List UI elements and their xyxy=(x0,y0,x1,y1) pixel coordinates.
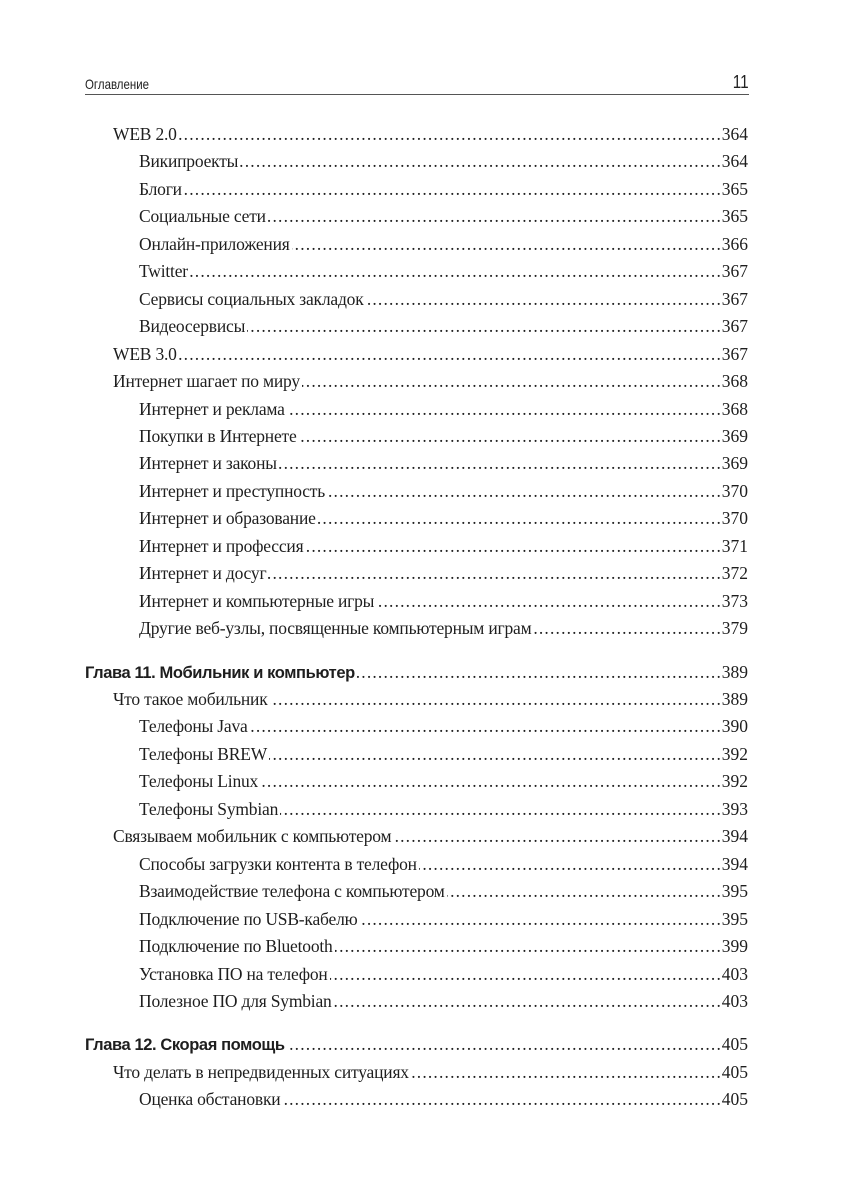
toc-entry xyxy=(139,881,748,907)
toc-chapter-entry xyxy=(85,662,748,688)
toc-entry xyxy=(139,771,748,797)
toc-entry xyxy=(139,909,748,935)
dot-leader xyxy=(327,481,720,502)
toc-entry xyxy=(139,536,748,562)
page-header xyxy=(85,70,749,95)
toc-entry-title: Интернет и профессия xyxy=(139,535,304,556)
dot-leader xyxy=(240,151,720,172)
dot-leader xyxy=(269,744,720,765)
toc-entry-title: Википроекты xyxy=(139,151,239,172)
dot-leader xyxy=(287,1034,720,1055)
toc-entry xyxy=(139,481,748,507)
dot-leader xyxy=(279,453,720,474)
toc-entry-page: 364 xyxy=(721,124,748,144)
dot-leader xyxy=(366,289,720,310)
toc-entry-page: 405 xyxy=(721,1034,748,1055)
toc-entry-title: WEB 2.0 xyxy=(113,124,177,144)
page-number: 11 xyxy=(733,72,749,92)
toc-entry xyxy=(139,234,748,260)
toc-entry xyxy=(139,179,748,205)
toc-entry xyxy=(139,618,748,644)
dot-leader xyxy=(184,179,720,200)
toc-entry-title: Интернет и образование xyxy=(139,508,316,529)
toc-entry-title: Twitter xyxy=(139,261,188,282)
dot-leader xyxy=(305,536,719,557)
toc-entry-page: 379 xyxy=(721,618,748,639)
toc-entry-title: Оценка обстановки xyxy=(139,1089,281,1110)
toc-entry xyxy=(113,371,748,397)
dot-leader xyxy=(359,909,719,930)
dot-leader xyxy=(268,206,720,227)
dot-leader xyxy=(357,662,720,683)
toc-entry-title: Установка ПО на телефон xyxy=(139,963,328,984)
toc-entry xyxy=(139,151,748,177)
dot-leader xyxy=(179,124,720,145)
dot-leader xyxy=(302,371,720,392)
toc-entry-title: Способы загрузки контента в телефон xyxy=(139,853,417,874)
dot-leader xyxy=(250,716,720,737)
dot-leader xyxy=(376,591,720,612)
toc-entry xyxy=(113,344,748,370)
toc-entry xyxy=(139,261,748,287)
toc-entry xyxy=(139,289,748,315)
toc-entry-page: 364 xyxy=(721,151,748,172)
toc-entry-title: Интернет и компьютерные игры xyxy=(139,590,375,611)
toc-entry-page: 367 xyxy=(721,261,748,282)
toc-entry-title: Интернет и досуг xyxy=(139,563,267,584)
toc-entry xyxy=(139,936,748,962)
dot-leader xyxy=(335,936,720,957)
toc-entry-page: 389 xyxy=(721,689,748,709)
toc-entry-page: 369 xyxy=(721,453,748,474)
dot-leader xyxy=(292,234,720,255)
toc-entry-title: Интернет и реклама xyxy=(139,398,285,419)
toc-entry-title: Подключение по USB-кабелю xyxy=(139,908,358,929)
toc-entry-page: 389 xyxy=(721,661,748,682)
dot-leader xyxy=(411,1062,720,1083)
toc-entry-title: Сервисы социальных закладок xyxy=(139,288,364,309)
toc-entry-title: Телефоны BREW xyxy=(139,743,268,764)
toc-entry-page: 394 xyxy=(721,826,748,847)
toc-entry xyxy=(139,508,748,534)
toc-entry xyxy=(113,826,748,852)
dot-leader xyxy=(190,261,720,282)
dot-leader xyxy=(534,618,720,639)
toc-entry-page: 369 xyxy=(721,425,748,446)
toc-entry-title: Покупки в Интернете xyxy=(139,425,297,446)
toc-entry xyxy=(139,716,748,742)
toc-entry-page: 373 xyxy=(721,590,748,611)
toc-entry xyxy=(113,124,748,150)
toc-chapter-entry xyxy=(85,1034,748,1060)
toc-entry-title: Полезное ПО для Symbian xyxy=(139,990,332,1011)
toc-entry-page: 370 xyxy=(721,508,748,529)
toc-entry xyxy=(139,591,748,617)
toc-entry-page: 390 xyxy=(721,716,748,737)
toc-entry-title: Онлайн-приложения xyxy=(139,233,290,254)
dot-leader xyxy=(280,799,720,820)
toc-entry-title: Видеосервисы xyxy=(139,316,246,337)
toc-entry-title: Блоги xyxy=(139,178,182,199)
toc-entry xyxy=(139,563,748,589)
dot-leader xyxy=(419,854,720,875)
toc-entry-page: 368 xyxy=(721,371,748,392)
toc-entry xyxy=(139,1089,748,1115)
toc-entry-title: Телефоны Java xyxy=(139,716,248,737)
dot-leader xyxy=(334,991,720,1012)
toc-entry-page: 394 xyxy=(721,853,748,874)
toc-entry-page: 368 xyxy=(721,398,748,419)
toc-entry-title: Подключение по Bluetooth xyxy=(139,936,333,957)
toc-entry xyxy=(139,453,748,479)
toc-entry-page: 395 xyxy=(721,881,748,902)
dot-leader xyxy=(270,689,720,710)
dot-leader xyxy=(268,563,719,584)
toc-entry-page: 367 xyxy=(721,316,748,337)
toc-entry-page: 399 xyxy=(721,936,748,957)
toc-entry xyxy=(139,426,748,452)
toc-entry-title: Глава 12. Скорая помощь xyxy=(85,1036,285,1055)
toc-entry-title: Интернет шагает по миру xyxy=(113,371,300,392)
toc-entry-title: Интернет и законы xyxy=(139,453,277,474)
dot-leader xyxy=(247,316,720,337)
toc-entry-page: 395 xyxy=(721,908,748,929)
toc-entry-page: 367 xyxy=(721,343,748,364)
toc-entry-page: 365 xyxy=(721,206,748,227)
toc-entry-page: 370 xyxy=(721,480,748,501)
dot-leader xyxy=(318,508,720,529)
toc-entry-page: 393 xyxy=(721,798,748,819)
toc-entry-page: 371 xyxy=(721,535,748,556)
dot-leader xyxy=(287,399,720,420)
toc-entry-title: Связываем мобильник с компьютером xyxy=(113,826,392,847)
toc-entry-title: Телефоны Symbian xyxy=(139,798,279,819)
toc-entry-title: Социальные сети xyxy=(139,206,266,227)
toc-entry-page: 372 xyxy=(721,563,748,584)
dot-leader xyxy=(179,344,720,365)
toc-entry xyxy=(139,964,748,990)
toc-entry-title: Что такое мобильник xyxy=(113,689,268,709)
toc-entry xyxy=(139,799,748,825)
dot-leader xyxy=(299,426,720,447)
toc-entry-page: 392 xyxy=(721,743,748,764)
toc-entry-page: 403 xyxy=(721,990,748,1011)
toc-entry-page: 403 xyxy=(721,963,748,984)
toc-entry xyxy=(139,206,748,232)
toc-entry-title: Взаимодействие телефона с компьютером xyxy=(139,881,445,902)
toc-entry-title: Что делать в непредвиденных ситуациях xyxy=(113,1061,409,1082)
toc-entry xyxy=(139,991,748,1017)
toc-entry-title: Другие веб-узлы, посвященные компьютерным играм xyxy=(139,618,532,639)
dot-leader xyxy=(282,1089,719,1110)
toc-entry xyxy=(139,399,748,425)
toc-entry xyxy=(113,689,748,715)
running-title: Оглавление xyxy=(85,76,150,92)
toc-entry-title: Телефоны Linux xyxy=(139,771,259,792)
toc-entry xyxy=(139,316,748,342)
toc-entry-title: Интернет и преступность xyxy=(139,480,326,501)
toc-entry xyxy=(139,854,748,880)
dot-leader xyxy=(447,881,720,902)
dot-leader xyxy=(393,826,719,847)
toc-entry xyxy=(139,744,748,770)
dot-leader xyxy=(260,771,720,792)
toc-entry-page: 367 xyxy=(721,288,748,309)
toc-entry-page: 366 xyxy=(721,233,748,254)
dot-leader xyxy=(330,964,720,985)
toc-entry-page: 392 xyxy=(721,771,748,792)
toc-entry xyxy=(113,1062,748,1088)
toc-entry-page: 365 xyxy=(721,178,748,199)
toc-entry-title: Глава 11. Мобильник и компьютер xyxy=(85,663,355,682)
toc-entry-page: 405 xyxy=(721,1061,748,1082)
toc-entry-title: WEB 3.0 xyxy=(113,343,177,364)
toc-entry-page: 405 xyxy=(721,1089,748,1110)
